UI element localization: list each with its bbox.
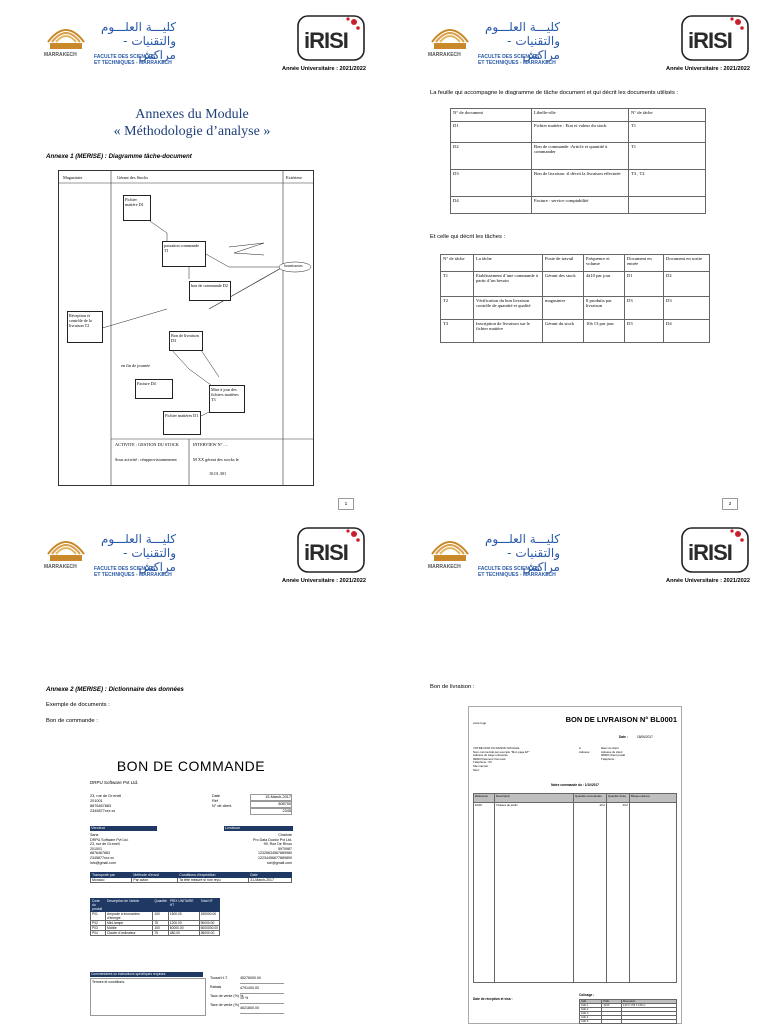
page-2 xyxy=(384,0,768,512)
faculty-line-2: ET TECHNIQUES - MARRAKECH xyxy=(478,60,556,66)
bon-livraison-document: Bon de livraison D3 xyxy=(169,331,203,351)
header-cell: N° de tâche xyxy=(629,109,706,122)
table-row xyxy=(580,1020,677,1024)
bc-meta-value: 2345 xyxy=(250,808,292,815)
tasks-table xyxy=(440,254,710,343)
bc-vendeur-header: Vendeur xyxy=(90,826,157,831)
table-cell: 60000.00 xyxy=(168,926,199,931)
table-cell: D3 xyxy=(625,297,664,320)
table-cell: 10à 13 par jour xyxy=(584,320,625,343)
table-cell: D1 xyxy=(451,122,532,143)
page-header xyxy=(428,14,750,76)
bc-total-value: 4621800.00 xyxy=(240,1004,284,1014)
bc-address xyxy=(90,794,121,814)
header-cell: N° de tâche xyxy=(441,255,474,272)
table-cell: magasinier xyxy=(543,297,584,320)
table-cell: Fichier matière : Etat et valeur du stock xyxy=(532,122,629,143)
bc-total-value: 45276000.00 xyxy=(240,974,284,984)
header-cell: Poste de travail xyxy=(543,255,584,272)
table-row xyxy=(91,931,220,936)
table-row xyxy=(474,803,677,983)
faculty-name xyxy=(478,566,556,578)
header-cell: Conditions d’expédition xyxy=(178,873,249,878)
irisi-text: iRISI xyxy=(688,28,732,53)
bl-sender-block xyxy=(473,747,530,772)
bl-recipient-label: Adresse : xyxy=(579,749,591,754)
table-cell: Par avion xyxy=(132,878,178,883)
bc-meta-value: 15-March-2017 xyxy=(250,794,292,801)
table-cell: D3 xyxy=(625,320,664,343)
bl-date-label: Date : xyxy=(619,735,628,739)
reception-task: Réception et contrôle de la livraison T2 xyxy=(67,311,103,343)
header-cell: Description de l’article xyxy=(106,899,153,912)
table-cell: T3 , T2 xyxy=(629,170,706,197)
bc-meta-label: Réf xyxy=(212,799,218,803)
table-cell: Chaises de jardin xyxy=(495,803,574,983)
bc-total-value: 10 % xyxy=(240,994,284,1004)
university-name: MARRAKECH xyxy=(428,564,461,570)
bc-ship-line: 12326634567889980 xyxy=(258,851,292,856)
faculty-line-2: ET TECHNIQUES - MARRAKECH xyxy=(94,572,172,578)
table-cell: 480.00 xyxy=(168,931,199,936)
arabic-line-2: والتقنيات - مراكش xyxy=(507,34,560,62)
bc-transport-table xyxy=(90,872,292,883)
header-cell: Transporté par xyxy=(91,873,132,878)
bl-recipient-label: A xyxy=(579,746,581,750)
table-header-row xyxy=(441,255,710,272)
university-name: MARRAKECH xyxy=(428,52,461,58)
bc-vendor-line: Sarla xyxy=(90,833,99,837)
fournisseurs-label: fournisseurs xyxy=(284,264,303,268)
bc-ship-line: Charlote xyxy=(278,833,292,837)
interview-detail: M XX gérant des stocks le xyxy=(193,457,239,462)
bon-de-livraison-document xyxy=(468,706,682,1024)
table-cell: Monaco xyxy=(91,878,132,883)
header-cell: Méthode d’envoi xyxy=(132,873,178,878)
table-cell: 100 xyxy=(153,926,168,931)
table-cell: 31-March-2017 xyxy=(249,878,292,883)
arabic-line-1: كليـــة العلـــوم xyxy=(100,20,176,34)
page-3 xyxy=(0,512,384,1024)
bc-ship-line: rue@gmail.com xyxy=(266,860,292,865)
header-cell: Libelle-rôle xyxy=(532,109,629,122)
bl-sender-line: Nom commercial par exemple "Mon page ET" xyxy=(473,749,530,754)
table-cell: Colis 2 xyxy=(580,1008,602,1012)
annex-2-heading: Annexe 2 (MERISE) : Dictionnaire des données xyxy=(46,686,184,693)
interview-date: 10.01.301 xyxy=(209,471,227,476)
table-cell: D4 xyxy=(451,197,532,214)
bc-comments: Termes et conditions. xyxy=(90,978,206,1016)
table-row xyxy=(451,122,706,143)
header-cell: N° de document xyxy=(451,109,532,122)
mise-a-jour-task: Mise à jour des fichiers matières T3 xyxy=(209,385,245,413)
table-row xyxy=(91,926,220,931)
bl-recipient-value: Téléphone : xyxy=(601,756,616,761)
column-magasinier: Magasinier xyxy=(63,175,83,180)
bl-recipient-value: Adresse du client xyxy=(601,749,623,754)
bc-company: DRPU Software Pvt Ltd. xyxy=(90,780,139,785)
table-row xyxy=(91,921,220,926)
table-cell: T1 xyxy=(629,122,706,143)
bl-sender-line: Adresse du siège entreprise xyxy=(473,753,508,758)
bc-total-label: Tousal H.T. xyxy=(210,976,228,980)
header-cell: Quantité xyxy=(153,899,168,912)
bc-address-line: 2345877xxx xx xyxy=(90,809,116,813)
bon-commande-label: Bon de commande : xyxy=(46,718,98,724)
table-cell: EX00 xyxy=(474,803,495,983)
table-row xyxy=(451,197,706,214)
bc-totals-labels xyxy=(210,974,243,1010)
table-cell xyxy=(621,1020,676,1024)
table-header-row xyxy=(91,899,220,912)
fichier-matieres-document: Fichier matières D1 xyxy=(163,411,201,435)
header-cell: PRIX UNITAIRE HT xyxy=(168,899,199,912)
table-cell: Etablissement d’une commande à partir d’un besoin xyxy=(474,272,543,297)
bc-title: BON DE COMMANDE xyxy=(116,758,266,774)
academic-year: Année Universitaire : 2021/2022 xyxy=(282,66,366,72)
irisi-logo xyxy=(296,14,366,62)
bc-ship-line: 12234456677889890 xyxy=(258,855,292,860)
table-cell: Bon de commande :Article et quantité à commander xyxy=(532,143,629,170)
bc-ship-line: Pro Data Doctor Pvt Ltd. xyxy=(253,837,292,842)
table-row xyxy=(451,170,706,197)
table-cell: Colis 3 xyxy=(580,1012,602,1016)
fichier-matiere-document: Fichier matière D1 xyxy=(123,195,151,221)
table-cell: D4 xyxy=(664,320,710,343)
bl-recipient-value: 99000 Client postal xyxy=(601,753,625,758)
header-cell: Description xyxy=(495,794,574,803)
university-logo-icon xyxy=(428,532,472,582)
bl-recipient-value: Raoc du client xyxy=(601,746,619,750)
table-cell: 90000.00 xyxy=(199,921,219,926)
table-cell: P04 xyxy=(91,931,106,936)
table-cell: Gérant des stock xyxy=(543,272,584,297)
table-cell: Colis 1 xyxy=(580,1004,602,1008)
table-cell xyxy=(629,197,706,214)
fin-journee-label: en fin de journée xyxy=(121,363,150,368)
irisi-text: iRISI xyxy=(304,28,348,53)
table-row xyxy=(441,272,710,297)
header-cell: Référence xyxy=(474,794,495,803)
bl-sender-line: Téléphone : 00 xyxy=(473,760,492,765)
table-cell: Inscription de livraison sur le fichier matière xyxy=(474,320,543,343)
exemple-documents: Exemple de documents : xyxy=(46,702,110,708)
arabic-line-1: كليـــة العلـــوم xyxy=(484,20,560,34)
bl-sender-line: Site internet : xyxy=(473,763,490,768)
table-cell: T3 xyxy=(441,320,474,343)
title-line-2: « Méthodologie d’analyse » xyxy=(113,124,271,139)
bc-meta-labels xyxy=(212,794,231,809)
documents-table xyxy=(450,108,706,214)
faculty-line-1: FACULTE DES SCIENCES xyxy=(94,54,156,60)
table-cell: P03 xyxy=(91,926,106,931)
bl-order-line: Notre commande du : 1/10/2017 xyxy=(551,783,599,787)
bl-items-table xyxy=(473,793,677,983)
page-4 xyxy=(384,512,768,1024)
bc-address-line: 8876467883 xyxy=(90,804,112,808)
column-gerant: Gérant des Stocks xyxy=(117,175,149,180)
bc-meta-values xyxy=(250,794,292,815)
bon-livraison-label: Bon de livraison : xyxy=(430,684,475,690)
bc-meta-label: Date xyxy=(212,794,221,798)
bc-vendor-line: 8876467883 xyxy=(90,851,110,856)
bl-colisage-table xyxy=(579,999,677,1024)
university-logo-icon xyxy=(44,20,88,70)
table-cell: Ampoule à économies d’énergie xyxy=(106,912,153,921)
bc-comments-header: Commentaires ou instructions spécifiques requises xyxy=(90,972,203,977)
faculty-name xyxy=(94,54,172,66)
bc-totals-values xyxy=(240,974,284,1014)
bc-meta-label: N° de client xyxy=(212,804,232,808)
title-line-1: Annexes du Module xyxy=(135,107,249,122)
header-cell: Code du produit xyxy=(91,899,106,912)
table-cell: Colis 4 xyxy=(580,1016,602,1020)
irisi-text: iRISI xyxy=(688,540,732,565)
faculty-name xyxy=(94,566,172,578)
documents-intro: La feuille qui accompagne le diagramme de tâche document et qui décrit les documents utilisés : xyxy=(430,90,679,96)
table-cell: D2 xyxy=(451,143,532,170)
bl-colisage-label: Colisage : xyxy=(579,993,595,997)
university-name: MARRAKECH xyxy=(44,52,77,58)
table-cell: 12,00 xyxy=(602,1004,621,1008)
facture-document: Facture D4 xyxy=(135,379,173,399)
table-cell: Facture : service comptabilité xyxy=(532,197,629,214)
table-cell: Ta tête mesuré si non reçu xyxy=(178,878,249,883)
table-cell: Clavier d’ordinateur xyxy=(106,931,153,936)
header-cell: Dimensions xyxy=(621,1000,676,1004)
column-exterieur: Extérieur xyxy=(286,175,302,180)
bc-address-line: 23, rue de Gr.enell xyxy=(90,794,122,798)
header-cell: Quantité commandée xyxy=(574,794,607,803)
page-header xyxy=(44,14,366,76)
bon-de-commande-document xyxy=(86,750,296,1016)
table-cell xyxy=(630,803,677,983)
interview-label: INTERVIEW N° .... xyxy=(193,442,228,447)
bc-vendor-line: 2345877xxx xx xyxy=(90,855,114,860)
table-header-row xyxy=(451,109,706,122)
bc-vendor-line: info@gmail.com xyxy=(90,860,116,865)
table-cell: D3 xyxy=(451,170,532,197)
table-cell: Bon de livraison :il décrit la livraison effectuée xyxy=(532,170,629,197)
table-cell: Gérant du stock xyxy=(543,320,584,343)
table-header-row xyxy=(474,794,677,803)
faculty-name xyxy=(478,54,556,66)
arabic-line-2: والتقنيات - مراكش xyxy=(123,546,176,574)
bl-logo-text: votre logo xyxy=(473,721,487,725)
bc-vendor-line: DRPU Software Pvt Ltd. xyxy=(90,837,129,842)
header-cell: La tâche xyxy=(474,255,543,272)
table-cell: 100 xyxy=(153,912,168,921)
irisi-text: iRISI xyxy=(304,540,348,565)
table-row xyxy=(441,297,710,320)
table-cell: Mobile xyxy=(106,926,153,931)
bl-sender-line: Siret : xyxy=(473,767,481,772)
faculty-line-1: FACULTE DES SCIENCES xyxy=(478,54,540,60)
table-cell: 40.0 xyxy=(607,803,630,983)
page-header xyxy=(44,526,366,588)
faculty-line-1: FACULTE DES SCIENCES xyxy=(478,566,540,572)
table-cell: 8 produits par livraison xyxy=(584,297,625,320)
table-cell: Mini-lampe xyxy=(106,921,153,926)
bc-ship-line: 99, Rue De Rivou xyxy=(263,842,292,847)
table-cell: 75 xyxy=(153,921,168,926)
academic-year: Année Universitaire : 2021/2022 xyxy=(282,578,366,584)
bl-sender-line: VOTRE NOM OU RAISON SOCIALE xyxy=(473,746,520,750)
bl-recipient-labels xyxy=(579,747,591,754)
bc-vendor-line: 201001 xyxy=(90,846,102,851)
irisi-logo xyxy=(296,526,366,574)
academic-year: Année Universitaire : 2021/2022 xyxy=(666,578,750,584)
bc-total-label: Rabais xyxy=(210,985,222,989)
bc-total-value: 4791400.00 xyxy=(240,984,284,994)
bc-ship-block xyxy=(226,833,292,865)
table-cell: D3 xyxy=(664,297,710,320)
table-cell: P02 xyxy=(91,921,106,926)
university-logo-icon xyxy=(428,20,472,70)
table-cell: T2 xyxy=(441,297,474,320)
table-cell: 1200.00 xyxy=(168,921,199,926)
tasks-intro: Et celle qui décrit les tâches : xyxy=(430,234,506,240)
header-cell: Total HT xyxy=(199,899,219,912)
bl-title: BON DE LIVRAISON N° BL0001 xyxy=(565,715,677,724)
table-cell: 150000.00 xyxy=(199,912,219,921)
header-cell: Quantité livrée xyxy=(607,794,630,803)
academic-year: Année Universitaire : 2021/2022 xyxy=(666,66,750,72)
bc-ship-line: 5970987 xyxy=(278,846,292,851)
header-cell: Fréquence et volume xyxy=(584,255,625,272)
header-cell: Document en sortie xyxy=(664,255,710,272)
table-cell: 36000.00 xyxy=(199,931,219,936)
table-cell: T1 xyxy=(441,272,474,297)
table-cell: 1500.00 xyxy=(168,912,199,921)
annex-1-heading: Annexe 1 (MERISE) : Diagramme tâche-document xyxy=(46,153,192,160)
faculty-line-2: ET TECHNIQUES - MARRAKECH xyxy=(478,572,556,578)
page-number: 1 xyxy=(338,498,354,510)
table-cell: 75 xyxy=(153,931,168,936)
bc-livraison-header: Livraison xyxy=(224,826,293,831)
table-cell: T1 xyxy=(629,143,706,170)
task-document-diagram xyxy=(58,170,314,486)
table-cell: Vérification du bon livraison contrôle de quantité et qualité xyxy=(474,297,543,320)
passation-task: passation commande T1 xyxy=(162,241,206,267)
table-row xyxy=(441,320,710,343)
bl-date-value: 18/06/2017 xyxy=(637,735,653,739)
table-cell: 1,00 X 1,50 X 0,30 m xyxy=(621,1004,676,1008)
bc-total-label: Taxe de vente (%) xyxy=(210,1003,239,1007)
header-cell: Document en entrée xyxy=(625,255,664,272)
bl-recipient-values xyxy=(601,747,625,761)
irisi-logo xyxy=(680,14,750,62)
table-cell: D2 xyxy=(664,272,710,297)
table-cell: P01 xyxy=(91,912,106,921)
bl-reception-visa: Date de réception et visa : xyxy=(473,997,513,1001)
arabic-line-2: والتقنيات - مراكش xyxy=(123,34,176,62)
activite-label: ACTIVITE : GESTION DU STOCK xyxy=(115,442,179,447)
header-cell: Poids xyxy=(602,1000,621,1004)
header-cell: Colis xyxy=(580,1000,602,1004)
header-cell: Bloque-raisons xyxy=(630,794,677,803)
table-cell: 40.0 xyxy=(574,803,607,983)
table-cell: D1 xyxy=(625,272,664,297)
table-row xyxy=(91,878,292,883)
table-cell: Colis 5 xyxy=(580,1020,602,1024)
faculty-line-1: FACULTE DES SCIENCES xyxy=(94,566,156,572)
bl-sender-line: 99000 Paiement Vos local xyxy=(473,756,506,761)
university-logo-icon xyxy=(44,532,88,582)
table-cell: 6000000.00 xyxy=(200,926,218,930)
irisi-logo xyxy=(680,526,750,574)
table-cell xyxy=(602,1020,621,1024)
header-cell: Date xyxy=(249,873,292,878)
table-row xyxy=(451,143,706,170)
bon-commande-document: bon de commande D2 xyxy=(189,281,231,301)
university-name: MARRAKECH xyxy=(44,564,77,570)
page-1 xyxy=(0,0,384,512)
table-row xyxy=(91,912,220,921)
bc-items-table xyxy=(90,898,220,936)
sous-activite-label: Sous activité : réapprovisionnement xyxy=(115,457,177,462)
arabic-line-2: والتقنيات - مراكش xyxy=(507,546,560,574)
faculty-line-2: ET TECHNIQUES - MARRAKECH xyxy=(94,60,172,66)
bc-vendor-block xyxy=(90,833,129,865)
bc-address-line: 201001 xyxy=(90,799,103,803)
page-number: 2 xyxy=(722,498,738,510)
arabic-line-1: كليـــة العلـــوم xyxy=(100,532,176,546)
bc-meta-value: 808790 xyxy=(250,801,292,808)
bc-vendor-line: 23, rue de Gr.enell xyxy=(90,842,120,847)
arabic-line-1: كليـــة العلـــوم xyxy=(484,532,560,546)
table-cell: 4à10 par jour xyxy=(584,272,625,297)
page-header xyxy=(428,526,750,588)
bc-total-label: Taux de vente (%) % xyxy=(210,994,244,998)
module-title xyxy=(0,106,384,140)
